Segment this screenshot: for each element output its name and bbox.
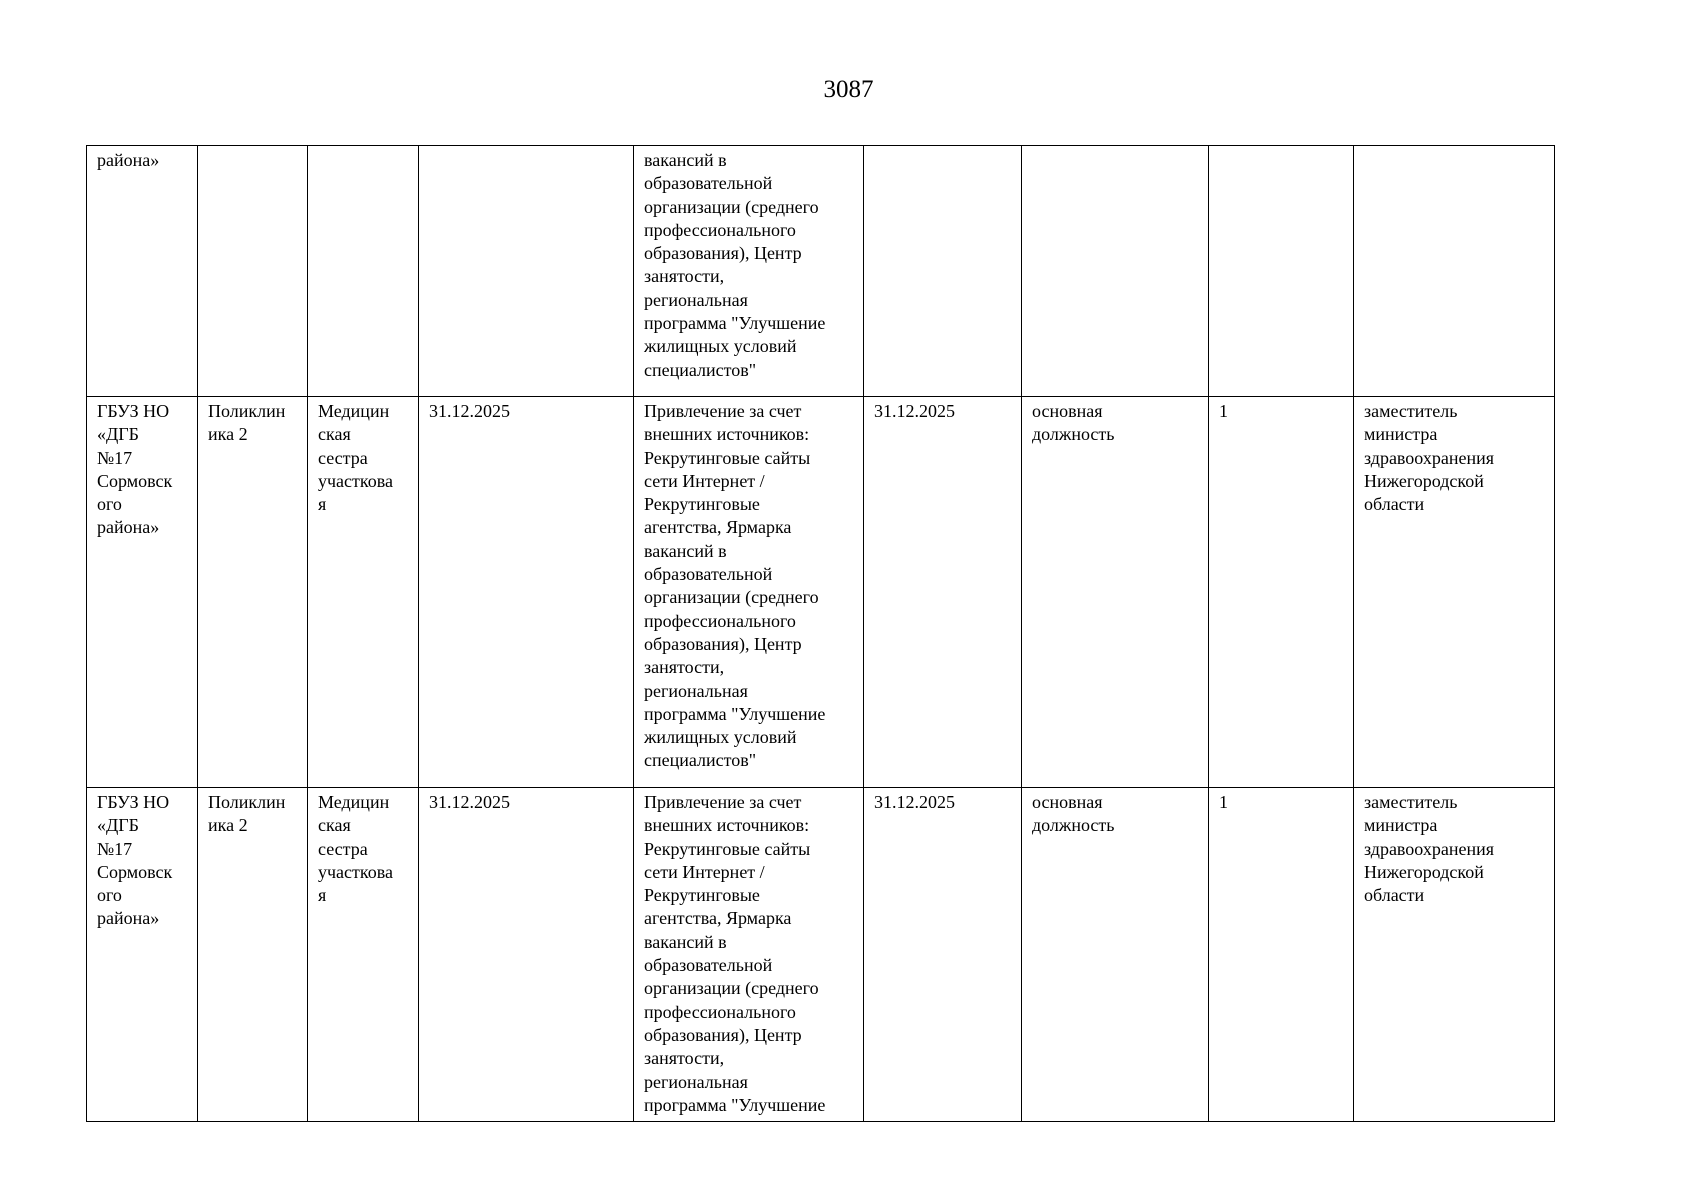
cell-position-line: участкова (318, 470, 393, 491)
cell-measures-line: Рекрутинговые сайты (644, 838, 811, 859)
cell-count: 1 (1209, 397, 1354, 788)
cell-measures-line: программа "Улучшение (644, 703, 826, 724)
cell-position-line: я (318, 494, 327, 515)
cell-organization-line: ого (97, 885, 122, 906)
cell-organization-line: Сормовск (97, 470, 173, 491)
table-row (87, 146, 1555, 397)
cell-rate-type (1022, 397, 1209, 788)
cell-measures-line: региональная (644, 1071, 748, 1092)
cell-measures-line: профессионального (644, 1001, 796, 1022)
cell-measures (634, 788, 864, 1122)
cell-unit-line: Поликлин (208, 792, 286, 812)
cell-responsible-line: заместитель (1364, 401, 1458, 421)
cell-position-line: сестра (318, 838, 368, 859)
cell-organization-line: №17 (97, 447, 133, 468)
cell-rate-type-line: должность (1032, 424, 1115, 445)
cell-measures-line: сети Интернет / (644, 470, 765, 491)
cell-position-line: сестра (318, 447, 368, 468)
cell-organization-line: «ДГБ (97, 424, 140, 445)
cell-measures-line: Привлечение за счет (644, 792, 802, 812)
cell-deadline (864, 146, 1022, 397)
cell-measures-line: занятости, (644, 266, 725, 287)
cell-organization-line: ого (97, 494, 122, 515)
cell-measures-line: внешних источников: (644, 815, 810, 836)
cell-position-line: ская (318, 424, 351, 445)
cell-measures-line: Рекрутинговые (644, 494, 760, 515)
cell-measures-line: вакансий в (644, 931, 727, 952)
cell-responsible-line: здравоохранения (1364, 447, 1495, 468)
cell-measures (634, 397, 864, 788)
cell-position-line: участкова (318, 861, 393, 882)
cell-measures-line: профессионального (644, 610, 796, 631)
cell-unit-line: Поликлин (208, 401, 286, 421)
cell-organization-line: ГБУЗ НО (97, 401, 170, 421)
cell-date (419, 146, 634, 397)
cell-responsible (1354, 397, 1555, 788)
cell-measures-line: региональная (644, 680, 748, 701)
cell-unit (198, 788, 308, 1122)
cell-responsible-line: Нижегородской (1364, 861, 1484, 882)
cell-responsible-line: министра (1364, 815, 1438, 836)
cell-measures-line: жилищных условий (644, 727, 797, 748)
cell-measures-line: образовательной (644, 173, 773, 194)
cell-measures-line: профессионального (644, 219, 796, 240)
cell-organization-line: ГБУЗ НО (97, 792, 170, 812)
cell-rate-type-line: должность (1032, 815, 1115, 836)
cell-measures-line: агентства, Ярмарка (644, 517, 792, 538)
cell-unit (198, 146, 308, 397)
cell-measures-line: специалистов" (644, 750, 757, 771)
cell-responsible-line: области (1364, 494, 1425, 515)
cell-measures-line: вакансий в (644, 150, 727, 170)
cell-measures-line: программа "Улучшение (644, 1094, 826, 1115)
cell-measures-line: агентства, Ярмарка (644, 908, 792, 929)
cell-measures-line: образовательной (644, 564, 773, 585)
cell-organization-line: «ДГБ (97, 815, 140, 836)
cell-measures-line: региональная (644, 289, 748, 310)
cell-measures-line: образования), Центр (644, 1024, 802, 1045)
cell-responsible-line: заместитель (1364, 792, 1458, 812)
cell-measures-line: организации (среднего (644, 978, 819, 999)
page-number: 3087 (823, 76, 874, 103)
document-table (86, 145, 1555, 1122)
cell-responsible-line: Нижегородской (1364, 470, 1484, 491)
cell-measures-line: занятости, (644, 657, 725, 678)
cell-position (308, 788, 419, 1122)
cell-measures-line: Рекрутинговые сайты (644, 447, 811, 468)
cell-measures-line: Рекрутинговые (644, 885, 760, 906)
cell-unit-line: ика 2 (208, 815, 248, 836)
table-row (87, 397, 1555, 788)
cell-measures-line: программа "Улучшение (644, 313, 826, 334)
cell-responsible-line: министра (1364, 424, 1438, 445)
cell-position-line: ская (318, 815, 351, 836)
cell-organization (87, 397, 198, 788)
cell-rate-type (1022, 146, 1209, 397)
cell-organization-line: №17 (97, 838, 133, 859)
cell-measures-line: образования), Центр (644, 243, 802, 264)
cell-measures-line: организации (среднего (644, 587, 819, 608)
cell-organization-line: района» (97, 150, 160, 170)
cell-organization-line: района» (97, 908, 160, 929)
cell-measures-line: сети Интернет / (644, 861, 765, 882)
cell-position-line: Медицин (318, 401, 390, 421)
cell-measures-line: вакансий в (644, 540, 727, 561)
cell-measures-line: организации (среднего (644, 196, 819, 217)
cell-responsible (1354, 146, 1555, 397)
cell-rate-type-line: основная (1032, 401, 1103, 421)
cell-position-line: я (318, 885, 327, 906)
cell-organization-line: Сормовск (97, 861, 173, 882)
cell-rate-type-line: основная (1032, 792, 1103, 812)
cell-date: 31.12.2025 (419, 788, 634, 1122)
cell-position (308, 146, 419, 397)
cell-measures-line: внешних источников: (644, 424, 810, 445)
cell-measures-line: образовательной (644, 955, 773, 976)
cell-unit (198, 397, 308, 788)
cell-unit-line: ика 2 (208, 424, 248, 445)
cell-measures-line: занятости, (644, 1048, 725, 1069)
cell-count: 1 (1209, 788, 1354, 1122)
cell-measures (634, 146, 864, 397)
cell-count (1209, 146, 1354, 397)
cell-organization (87, 788, 198, 1122)
cell-deadline: 31.12.2025 (864, 788, 1022, 1122)
cell-measures-line: образования), Центр (644, 633, 802, 654)
cell-position-line: Медицин (318, 792, 390, 812)
cell-responsible-line: области (1364, 885, 1425, 906)
cell-measures-line: специалистов" (644, 359, 757, 380)
cell-position (308, 397, 419, 788)
table-body (87, 146, 1555, 1122)
cell-measures-line: жилищных условий (644, 336, 797, 357)
cell-rate-type (1022, 788, 1209, 1122)
cell-measures-line: Привлечение за счет (644, 401, 802, 421)
cell-organization (87, 146, 198, 397)
cell-date: 31.12.2025 (419, 397, 634, 788)
cell-responsible-line: здравоохранения (1364, 838, 1495, 859)
cell-deadline: 31.12.2025 (864, 397, 1022, 788)
table-row (87, 788, 1555, 1122)
cell-organization-line: района» (97, 517, 160, 538)
cell-responsible (1354, 788, 1555, 1122)
